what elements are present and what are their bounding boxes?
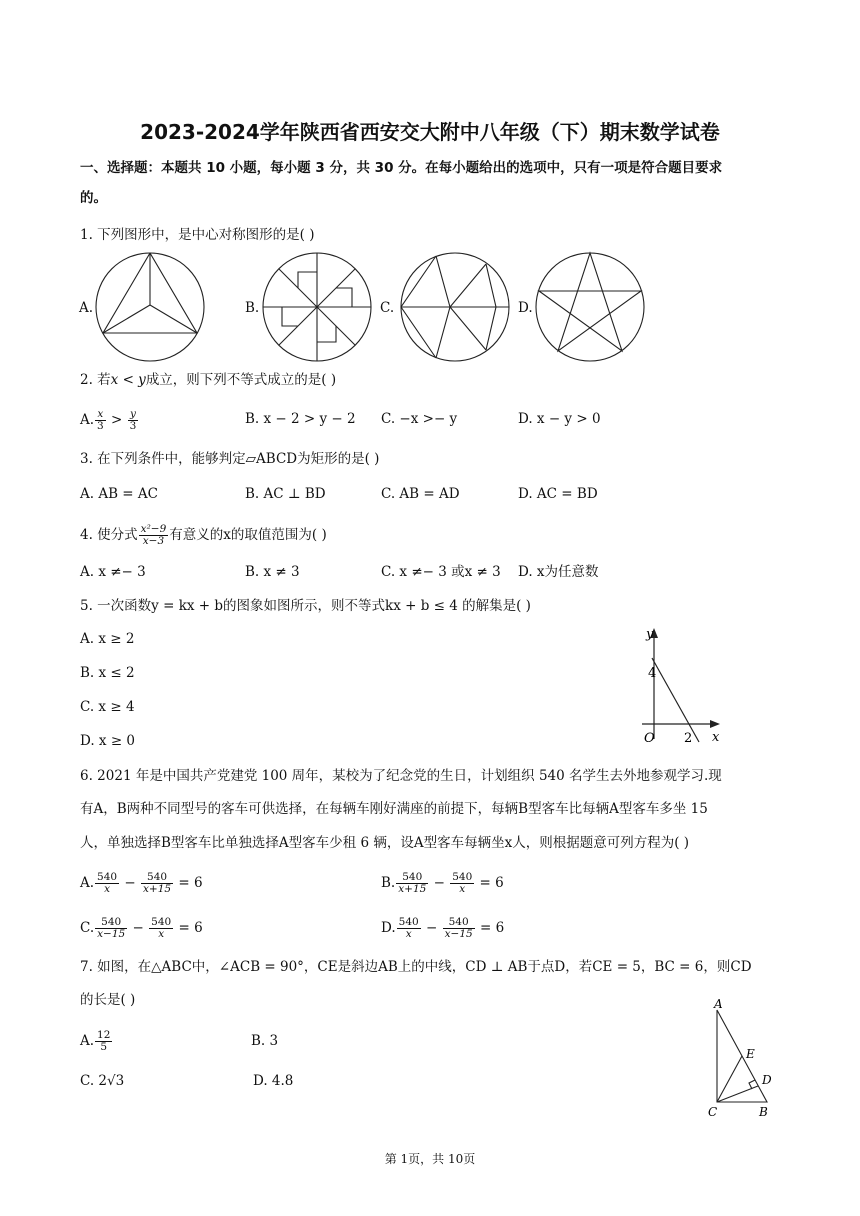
q5-option-c: C. x ≥ 4	[80, 699, 135, 715]
q2-option-a	[80, 409, 139, 432]
q1-figure-c	[398, 250, 513, 365]
fraction-numerator: 540	[396, 872, 428, 884]
fraction	[141, 872, 173, 895]
q2-option-b: B. x − 2 > y − 2	[245, 411, 356, 427]
fraction-denominator: 3	[129, 420, 137, 432]
fraction-numerator: y	[128, 409, 139, 421]
fraction-denominator: x−3	[142, 535, 165, 547]
fraction	[149, 917, 173, 940]
fraction-denominator: x	[104, 883, 111, 895]
page-footer: 第 1页，共 10页	[384, 1152, 476, 1166]
q7-triangle-figure	[704, 994, 784, 1118]
q2-option-c: C. −x >− y	[381, 411, 458, 427]
q5-stem: 5. 一次函数y = kx + b的图象如图所示，则不等式kx + b ≤ 4 的解集是( )	[80, 598, 531, 614]
q7-option-a	[80, 1030, 113, 1053]
vertex-c-label: C	[708, 1105, 718, 1118]
function-line	[652, 658, 699, 742]
fraction-numerator: 540	[141, 872, 173, 884]
fraction	[450, 872, 474, 895]
q6-option-b	[381, 872, 504, 895]
q3-option-b: B. AC ⊥ BD	[245, 486, 326, 502]
fraction-denominator: x−15	[97, 928, 126, 940]
q1-option-a-label: A.	[79, 300, 94, 316]
q1-stem: 1. 下列图形中，是中心对称图形的是( )	[80, 227, 315, 243]
q5-graph	[636, 624, 726, 746]
fraction	[443, 917, 475, 940]
q2-stem-math: x < y	[110, 372, 146, 388]
q2-option-d: D. x − y > 0	[518, 411, 601, 427]
q4-option-a: A. x ≠− 3	[80, 564, 146, 580]
fraction-denominator: 5	[100, 1041, 108, 1053]
q7-line2: 的长是( )	[80, 992, 136, 1008]
equation-rhs: = 6	[174, 875, 203, 891]
q5-option-d: D. x ≥ 0	[80, 733, 136, 749]
graph-origin-label: O	[644, 731, 655, 746]
q4-option-d: D. x为任意数	[518, 564, 599, 580]
minus-sign: −	[120, 875, 140, 891]
q3-option-a: A. AB = AC	[80, 486, 158, 502]
fraction-denominator: x	[459, 883, 466, 895]
q5-option-b: B. x ≤ 2	[80, 665, 135, 681]
minus-sign: −	[128, 920, 149, 936]
x-axis-arrow-icon	[710, 720, 720, 728]
q6-option-a-label: A.	[80, 875, 95, 891]
q2-stem-part2: 成立，则下列不等式成立的是( )	[145, 372, 337, 388]
q4-stem	[80, 524, 327, 547]
fraction-numerator: 540	[97, 871, 118, 883]
q4-fraction	[139, 524, 169, 547]
q6-option-b-label: B.	[381, 875, 396, 891]
fraction-numerator: 540	[151, 916, 172, 928]
q7-option-a-label: A.	[80, 1033, 95, 1049]
fraction-denominator: x−15	[444, 928, 473, 940]
q2-option-a-operator: >	[106, 412, 127, 428]
fraction-denominator: x	[405, 928, 412, 940]
q6-option-c	[80, 917, 203, 940]
fraction	[397, 917, 421, 940]
section-heading-line1: 一、选择题：本题共 10 小题，每小题 3 分，共 30 分。在每小题给出的选项中，只有一项是符合题目要求	[80, 160, 723, 176]
fraction-numerator: 540	[443, 917, 475, 929]
q1-figure-d	[533, 250, 648, 365]
fraction-numerator: x²−9	[140, 523, 167, 535]
q1-option-c-label: C.	[380, 300, 395, 316]
q1-option-b-label: B.	[245, 300, 260, 316]
fraction-numerator: 540	[95, 917, 127, 929]
q6-line1: 6. 2021 年是中国共产党建党 100 周年，某校为了纪念党的生日，计划组织 540 名学生去外地参观学习.现	[80, 768, 722, 784]
q6-option-d	[381, 917, 504, 940]
q6-line2: 有A，B两种不同型号的客车可供选择，在每辆车刚好满座的前提下，每辆B型客车比每辆A型客车多坐 15	[80, 801, 708, 817]
q1-figure-b	[260, 250, 375, 365]
fraction-numerator: x	[95, 409, 106, 421]
q7-option-c: C. 2√3	[80, 1073, 125, 1089]
vertex-b-label: B	[759, 1105, 768, 1118]
fraction	[95, 917, 127, 940]
q3-option-c: C. AB = AD	[381, 486, 460, 502]
minus-sign: −	[429, 875, 450, 891]
section-heading-line2: 的。	[80, 190, 107, 206]
q6-option-d-label: D.	[381, 920, 396, 936]
fraction	[95, 1030, 112, 1053]
vertex-a-label: A	[714, 997, 723, 1011]
equation-rhs: = 6	[475, 875, 504, 891]
q2-option-a-fraction-1	[95, 409, 106, 432]
fraction-denominator: x+15	[398, 883, 427, 895]
q3-option-d: D. AC = BD	[518, 486, 598, 502]
q2-stem-part1: 2. 若	[80, 372, 111, 388]
fraction-numerator: 12	[97, 1029, 111, 1041]
q7-option-b: B. 3	[251, 1033, 279, 1049]
page-title: 2023-2024学年陕西省西安交大附中八年级（下）期末数学试卷	[140, 120, 720, 144]
q5-option-a: A. x ≥ 2	[80, 631, 135, 647]
fraction-numerator: 540	[452, 871, 473, 883]
q6-option-c-label: C.	[80, 920, 95, 936]
q6-line3: 人，单独选择B型客车比单独选择A型客车少租 6 辆，设A型客车每辆坐x人，则根据题意可列方程为( )	[80, 835, 690, 851]
q4-stem-part2: 有意义的x的取值范围为( )	[169, 527, 327, 543]
median-ce	[717, 1056, 742, 1102]
graph-x-intercept-label: 2	[684, 731, 693, 746]
minus-sign: −	[421, 920, 442, 936]
graph-y-label: y	[646, 627, 654, 642]
q4-option-c: C. x ≠− 3 或x ≠ 3	[381, 564, 501, 580]
q1-option-d-label: D.	[518, 300, 533, 316]
q4-option-b: B. x ≠ 3	[245, 564, 300, 580]
q2-option-a-label: A.	[80, 412, 95, 428]
graph-y-intercept-label: 4	[648, 666, 657, 681]
q2-stem	[80, 371, 336, 389]
q7-option-d: D. 4.8	[253, 1073, 294, 1089]
fraction	[396, 872, 428, 895]
equation-rhs: = 6	[174, 920, 203, 936]
q4-stem-part1: 4. 使分式	[80, 527, 138, 543]
fraction-denominator: x+15	[143, 883, 172, 895]
graph-x-label: x	[712, 730, 720, 745]
q2-option-a-fraction-2	[128, 409, 139, 432]
q3-stem: 3. 在下列条件中，能够判定▱ABCD为矩形的是( )	[80, 451, 380, 467]
q1-figure-a	[93, 250, 208, 365]
fraction-numerator: 540	[398, 916, 419, 928]
fraction-denominator: x	[158, 928, 165, 940]
point-e-label: E	[746, 1047, 755, 1061]
point-d-label: D	[762, 1073, 772, 1087]
q6-option-a	[80, 872, 203, 895]
equation-rhs: = 6	[475, 920, 505, 936]
fraction-denominator: 3	[97, 420, 104, 432]
fraction	[95, 872, 119, 895]
q7-line1: 7. 如图，在△ABC中，∠ACB = 90°，CE是斜边AB上的中线，CD ⊥ AB于点D，若CE = 5，BC = 6，则CD	[80, 959, 752, 975]
